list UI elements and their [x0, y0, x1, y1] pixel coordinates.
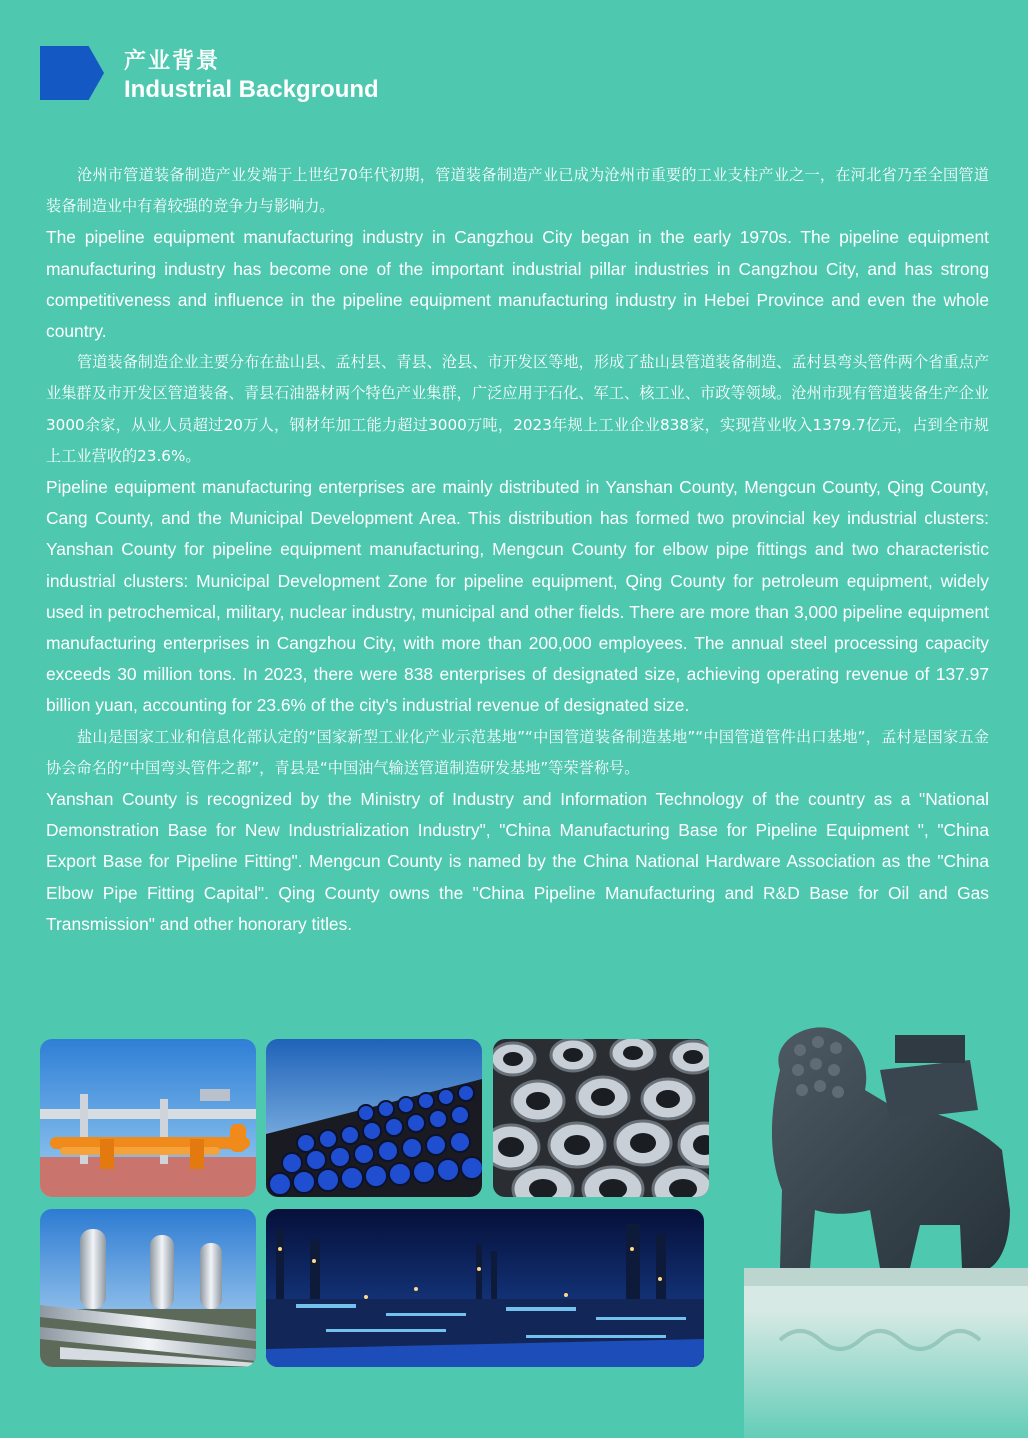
body-text — [46, 160, 989, 940]
paragraph-3-zh: 盐山是国家工业和信息化部认定的“国家新型工业化产业示范基地”“中国管道装备制造基地”“中国管道管件出口基地”，孟村是国家五金协会命名的“中国弯头管件之都”，青县是“中国油气输送管道制造研发基地”等荣誉称号。 — [46, 727, 989, 777]
paragraph-3-en: Yanshan County is recognized by the Ministry of Industry and Information Technology of the country as a "National Demonstration Base for New Industrialization Industry", "China Manufacturing Base for Pipeline Equipment ", "China Export Base for Pipeline Fitting". Mengcun County is named by the China National Hardware Association as the "China Elbow Pipe Fitting Capital". Qing County owns the "China Pipeline Manufacturing and R&D Base for Oil and Gas Transmission" and other honorary titles. — [46, 789, 989, 934]
section-title-en: Industrial Background — [124, 76, 379, 103]
paragraph-2-zh: 管道装备制造企业主要分布在盐山县、孟村县、青县、沧县、市开发区等地，形成了盐山县管道装备制造、孟村县弯头管件两个省重点产业集群及市开发区管道装备、青县石油器材两个特色产业集群，广泛应用于石化、军工、核工业、市政等领域。沧州市现有管道装备生产企业3000余家，从业人员超过20万人，钢材年加工能力超过3000万吨，2023年规上工业企业838家，实现营业收入1379.7亿元，占到全市规上工业营收的23.6%。 — [46, 353, 989, 465]
paragraph-1-en: The pipeline equipment manufacturing industry in Cangzhou City began in the early 1970s. The pipeline equipment manufacturing industry has become one of the important industrial pillar industries in Cangzhou City, and has strong competitiveness and influence in the pipeline equipment manufacturing industry in Hebei Province and even the whole country. — [46, 227, 989, 342]
photo-pipeline-station — [40, 1039, 256, 1197]
photo-refinery-night — [266, 1209, 704, 1367]
lion-statue-image — [740, 1010, 1028, 1438]
paragraph-2-en: Pipeline equipment manufacturing enterprises are mainly distributed in Yanshan County, Mengcun County, Qing County, Cang County, and the Municipal Development Area. This distribution has formed two provincial key industrial clusters: Yanshan County for pipeline equipment manufacturing, Mengcun County for elbow pipe fittings and two characteristic industrial clusters: Municipal Development Zone for pipeline equipment, Qing County for petroleum equipment, widely used in petrochemical, military, nuclear industry, municipal and other fields. There are more than 3,000 pipeline equipment manufacturing enterprises in Cangzhou City, with more than 200,000 employees. The annual steel processing capacity exceeds 30 million tons. In 2023, there were 838 enterprises of designated size, achieving operating revenue of 137.97 billion yuan, accounting for 23.6% of the city's industrial revenue of designated size. — [46, 477, 989, 716]
photo-metal-flanges — [493, 1039, 709, 1197]
photo-stacked-pipes — [266, 1039, 482, 1197]
paragraph-1-zh: 沧州市管道装备制造产业发端于上世纪70年代初期，管道装备制造产业已成为沧州市重要的工业支柱产业之一，在河北省乃至全国管道装备制造业中有着较强的竞争力与影响力。 — [46, 166, 989, 216]
photo-storage-tanks — [40, 1209, 256, 1367]
section-title-zh: 产业背景 — [124, 49, 221, 74]
section-marker-arrow — [40, 46, 104, 100]
